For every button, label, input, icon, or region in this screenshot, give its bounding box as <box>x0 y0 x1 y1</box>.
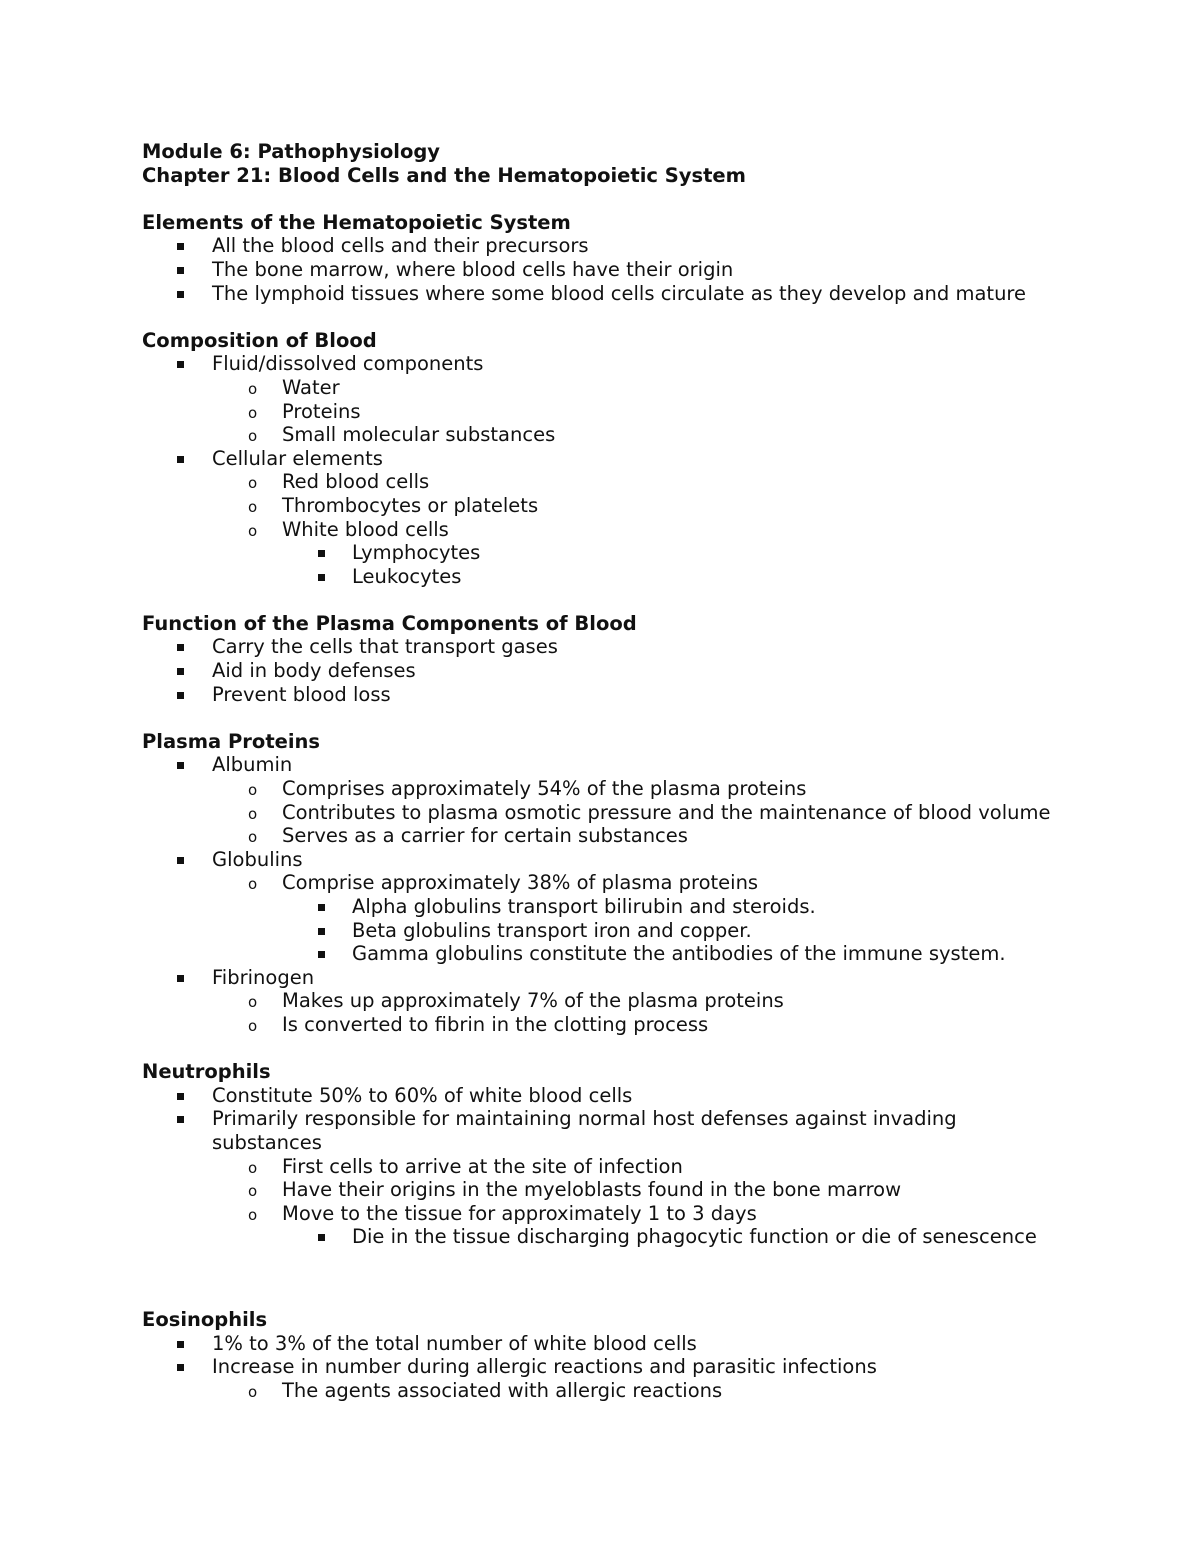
list-item: o The agents associated with allergic reactions <box>142 1379 1142 1403</box>
circle-bullet-icon: o <box>248 875 258 894</box>
list-item: o Serves as a carrier for certain substances <box>142 824 1142 848</box>
circle-bullet-icon: o <box>248 403 258 422</box>
circle-bullet-icon: o <box>248 828 258 847</box>
circle-bullet-icon: o <box>248 1158 258 1177</box>
list-item: All the blood cells and their precursors <box>142 234 1142 258</box>
square-bullet-icon <box>318 904 325 911</box>
list-item: o White blood cells <box>142 518 1142 542</box>
circle-bullet-icon: o <box>248 993 258 1012</box>
list-item: Albumin <box>142 753 1142 777</box>
list-item: Prevent blood loss <box>142 683 1142 707</box>
section-heading-plasma: Plasma Proteins <box>142 729 321 753</box>
section-heading-eosinophils: Eosinophils <box>142 1307 268 1331</box>
list-item: o Proteins <box>142 400 1142 424</box>
list-item: Die in the tissue discharging phagocytic function or die of senescence <box>142 1225 1142 1249</box>
list-item: o Small molecular substances <box>142 423 1142 447</box>
list-item: Leukocytes <box>142 565 1142 589</box>
list-item: o Contributes to plasma osmotic pressure and the maintenance of blood volume <box>142 801 1142 825</box>
circle-bullet-icon: o <box>248 379 258 398</box>
list-item: Constitute 50% to 60% of white blood cells <box>142 1084 1142 1108</box>
circle-bullet-icon: o <box>248 1016 258 1035</box>
list-item: o Comprises approximately 54% of the plasma proteins <box>142 777 1142 801</box>
list-item: Fibrinogen <box>142 966 1142 990</box>
list-item: 1% to 3% of the total number of white blood cells <box>142 1332 1142 1356</box>
list-item: o Makes up approximately 7% of the plasma proteins <box>142 989 1142 1013</box>
square-bullet-icon <box>318 928 325 935</box>
square-bullet-icon <box>318 574 325 581</box>
square-bullet-icon <box>177 456 184 463</box>
circle-bullet-icon: o <box>248 1182 258 1201</box>
list-item: Beta globulins transport iron and copper. <box>142 919 1142 943</box>
square-bullet-icon <box>177 762 184 769</box>
square-bullet-icon <box>177 1364 184 1371</box>
square-bullet-icon <box>177 291 184 298</box>
list-item: o Red blood cells <box>142 470 1142 494</box>
section-heading-neutrophils: Neutrophils <box>142 1060 271 1084</box>
list-item: o Water <box>142 376 1142 400</box>
square-bullet-icon <box>177 644 184 651</box>
circle-bullet-icon: o <box>248 474 258 493</box>
circle-bullet-icon: o <box>248 804 258 823</box>
circle-bullet-icon: o <box>248 521 258 540</box>
square-bullet-icon <box>177 975 184 982</box>
list-item: o Move to the tissue for approximately 1 to 3 days <box>142 1202 1142 1226</box>
circle-bullet-icon: o <box>248 1205 258 1224</box>
list-item: Lymphocytes <box>142 541 1142 565</box>
list-item: o Comprise approximately 38% of plasma proteins <box>142 871 1142 895</box>
section-heading-elements: Elements of the Hematopoietic System <box>142 210 571 234</box>
list-item: o First cells to arrive at the site of infection <box>142 1155 1142 1179</box>
square-bullet-icon <box>318 550 325 557</box>
square-bullet-icon <box>177 857 184 864</box>
square-bullet-icon <box>177 243 184 250</box>
circle-bullet-icon: o <box>248 497 258 516</box>
square-bullet-icon <box>177 1116 184 1123</box>
list-item: Increase in number during allergic reactions and parasitic infections <box>142 1355 1142 1379</box>
section-heading-composition: Composition of Blood <box>142 328 377 352</box>
list-item: o Thrombocytes or platelets <box>142 494 1142 518</box>
list-item: Fluid/dissolved components <box>142 352 1142 376</box>
list-item: o Is converted to fibrin in the clotting process <box>142 1013 1142 1037</box>
square-bullet-icon <box>318 1234 325 1241</box>
square-bullet-icon <box>318 951 325 958</box>
square-bullet-icon <box>177 692 184 699</box>
list-item: The lymphoid tissues where some blood cells circulate as they develop and mature <box>142 282 1142 306</box>
module-title: Module 6: Pathophysiology <box>142 140 441 163</box>
list-item: Aid in body defenses <box>142 659 1142 683</box>
list-item: The bone marrow, where blood cells have their origin <box>142 258 1142 282</box>
list-item: Carry the cells that transport gases <box>142 635 1142 659</box>
list-item: Alpha globulins transport bilirubin and steroids. <box>142 895 1142 919</box>
list-item: o Have their origins in the myeloblasts found in the bone marrow <box>142 1178 1142 1202</box>
list-item: Cellular elements <box>142 447 1142 471</box>
list-item: Primarily responsible for maintaining normal host defenses against invading substances <box>142 1107 1012 1154</box>
square-bullet-icon <box>177 1341 184 1348</box>
chapter-title: Chapter 21: Blood Cells and the Hematopoietic System <box>142 163 746 187</box>
square-bullet-icon <box>177 361 184 368</box>
circle-bullet-icon: o <box>248 427 258 446</box>
list-item: Globulins <box>142 848 1142 872</box>
square-bullet-icon <box>177 668 184 675</box>
document-page <box>142 140 1142 1402</box>
section-heading-function: Function of the Plasma Components of Blood <box>142 611 637 635</box>
circle-bullet-icon: o <box>248 781 258 800</box>
square-bullet-icon <box>177 1093 184 1100</box>
square-bullet-icon <box>177 267 184 274</box>
list-item: Gamma globulins constitute the antibodies of the immune system. <box>142 942 1142 966</box>
circle-bullet-icon: o <box>248 1382 258 1401</box>
